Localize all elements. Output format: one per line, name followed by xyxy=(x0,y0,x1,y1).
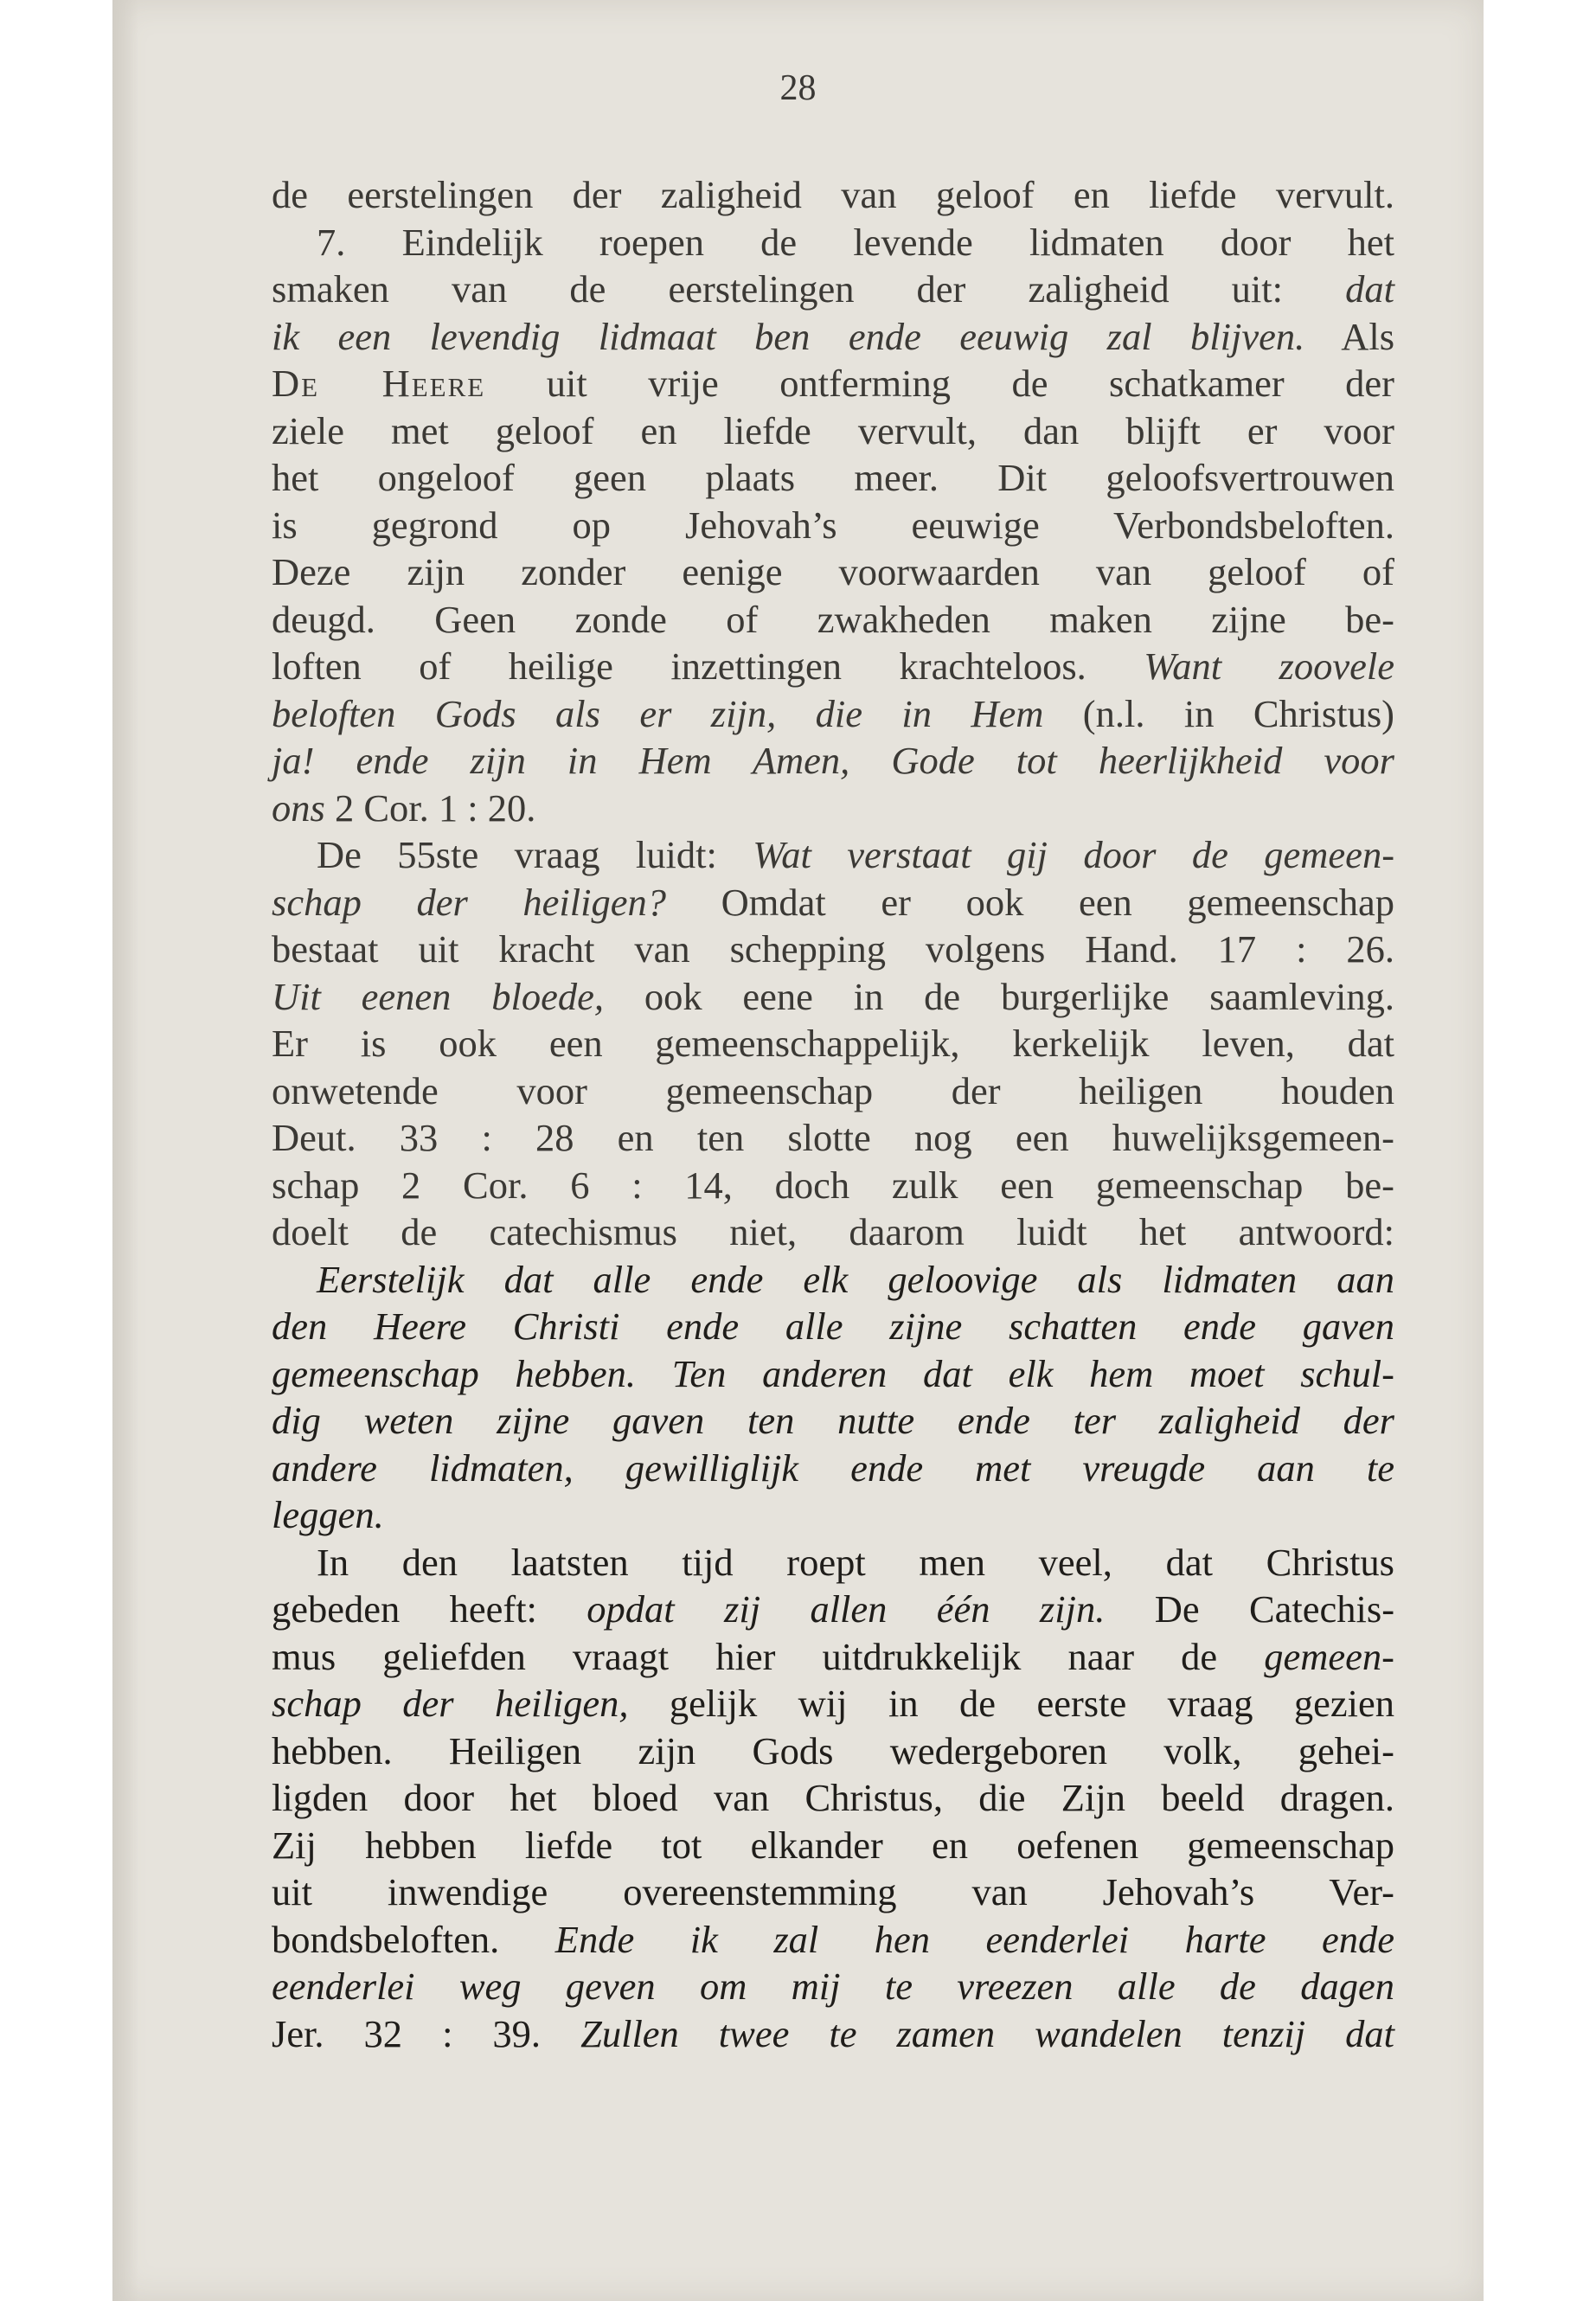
text-line: Eerstelijk dat alle ende elk geloovige als lidmaten aan xyxy=(317,1257,1394,1301)
text-line: gebeden heeft: opdat zij allen één zijn. De Catechis- xyxy=(272,1587,1395,1631)
text-line: schap der heiligen? Omdat er ook een gemeenschap xyxy=(272,880,1395,924)
text-line: schap der heiligen, gelijk wij in de eerste vraag gezien xyxy=(272,1682,1395,1725)
text-line: eenderlei weg geven om mij te vreezen alle de dagen xyxy=(272,1965,1394,2008)
text-line: In den laatsten tijd roept men veel, dat Christus xyxy=(317,1540,1394,1584)
text-line: de eerstelingen der zaligheid van geloof en liefde vervult. xyxy=(272,173,1394,216)
body-text xyxy=(272,171,1394,2057)
page-number: 28 xyxy=(779,68,817,108)
text-line: ligden door het bloed van Christus, die Zijn beeld dragen. xyxy=(272,1776,1394,1819)
text-line: ik een levendig lidmaat ben ende eeuwig zal blijven. Als xyxy=(272,314,1395,358)
text-line: den Heere Christi ende alle zijne schatten ende gaven xyxy=(272,1304,1394,1348)
text-line: gemeenschap hebben. Ten anderen dat elk hem moet schul- xyxy=(272,1351,1394,1395)
text-line: bondsbeloften. Ende ik zal hen eenderlei harte ende xyxy=(272,1917,1395,1961)
text-line: loften of heilige inzettingen krachteloos. Want zoovele xyxy=(272,644,1394,688)
text-line: het ongeloof geen plaats meer. Dit geloofsvertrouwen xyxy=(272,456,1394,499)
text-line: doelt de catechismus niet, daarom luidt het antwoord: xyxy=(272,1210,1394,1253)
text-line: Deze zijn zonder eenige voorwaarden van geloof of xyxy=(272,550,1394,593)
text-line: leggen. xyxy=(272,1493,384,1536)
text-line: hebben. Heiligen zijn Gods wedergeboren volk, gehei- xyxy=(272,1728,1394,1772)
text-line: bestaat uit kracht van schepping volgens Hand. 17 : 26. xyxy=(272,927,1394,971)
small-caps-name: De Heere xyxy=(272,362,486,405)
text-line: De Heere uit vrije ontferming de schatkamer der xyxy=(272,362,1394,405)
text-line: andere lidmaten, gewilliglijk ende met vreugde aan te xyxy=(272,1445,1394,1490)
text-line: ons 2 Cor. 1 : 20. xyxy=(272,785,536,830)
text-line: Zij hebben liefde tot elkander en oefenen gemeenschap xyxy=(272,1823,1394,1867)
text-line: dig weten zijne gaven ten nutte ende ter zaligheid der xyxy=(272,1399,1394,1442)
text-line: schap 2 Cor. 6 : 14, doch zulk een gemeenschap be- xyxy=(272,1163,1394,1207)
text-line: De 55ste vraag luidt: Wat verstaat gij door de gemeen- xyxy=(317,833,1395,876)
text-line: Er is ook een gemeenschappelijk, kerkelijk leven, dat xyxy=(272,1022,1394,1065)
text-line: ja! ende zijn in Hem Amen, Gode tot heerlijkheid voor xyxy=(272,739,1394,782)
text-line: is gegrond op Jehovah’s eeuwige Verbondsbeloften. xyxy=(272,503,1394,547)
page-edge-shadow xyxy=(112,0,138,2301)
text-line: Uit eenen bloede, ook eene in de burgerlijke saamleving. xyxy=(272,974,1395,1018)
text-line: 7. Eindelijk roepen de levende lidmaten door het xyxy=(317,220,1394,264)
text-line: deugd. Geen zonde of zwakheden maken zijne be- xyxy=(272,597,1394,641)
text-line: uit inwendige overeenstemming van Jehovah’s Ver- xyxy=(272,1870,1394,1913)
text-line: Deut. 33 : 28 en ten slotte nog een huwelijksgemeen- xyxy=(272,1116,1394,1159)
text-line: ziele met geloof en liefde vervult, dan blijft er voor xyxy=(272,408,1394,452)
text-line: beloften Gods als er zijn, die in Hem (n.l. in Christus) xyxy=(272,691,1394,735)
text-line: mus geliefden vraagt hier uitdrukkelijk naar de gemeen- xyxy=(272,1634,1395,1678)
text-line: smaken van de eerstelingen der zaligheid uit: dat xyxy=(272,267,1394,311)
text-line: onwetende voor gemeenschap der heiligen houden xyxy=(272,1068,1394,1112)
text-line: Jer. 32 : 39. Zullen twee te zamen wandelen tenzij dat xyxy=(272,2011,1395,2055)
